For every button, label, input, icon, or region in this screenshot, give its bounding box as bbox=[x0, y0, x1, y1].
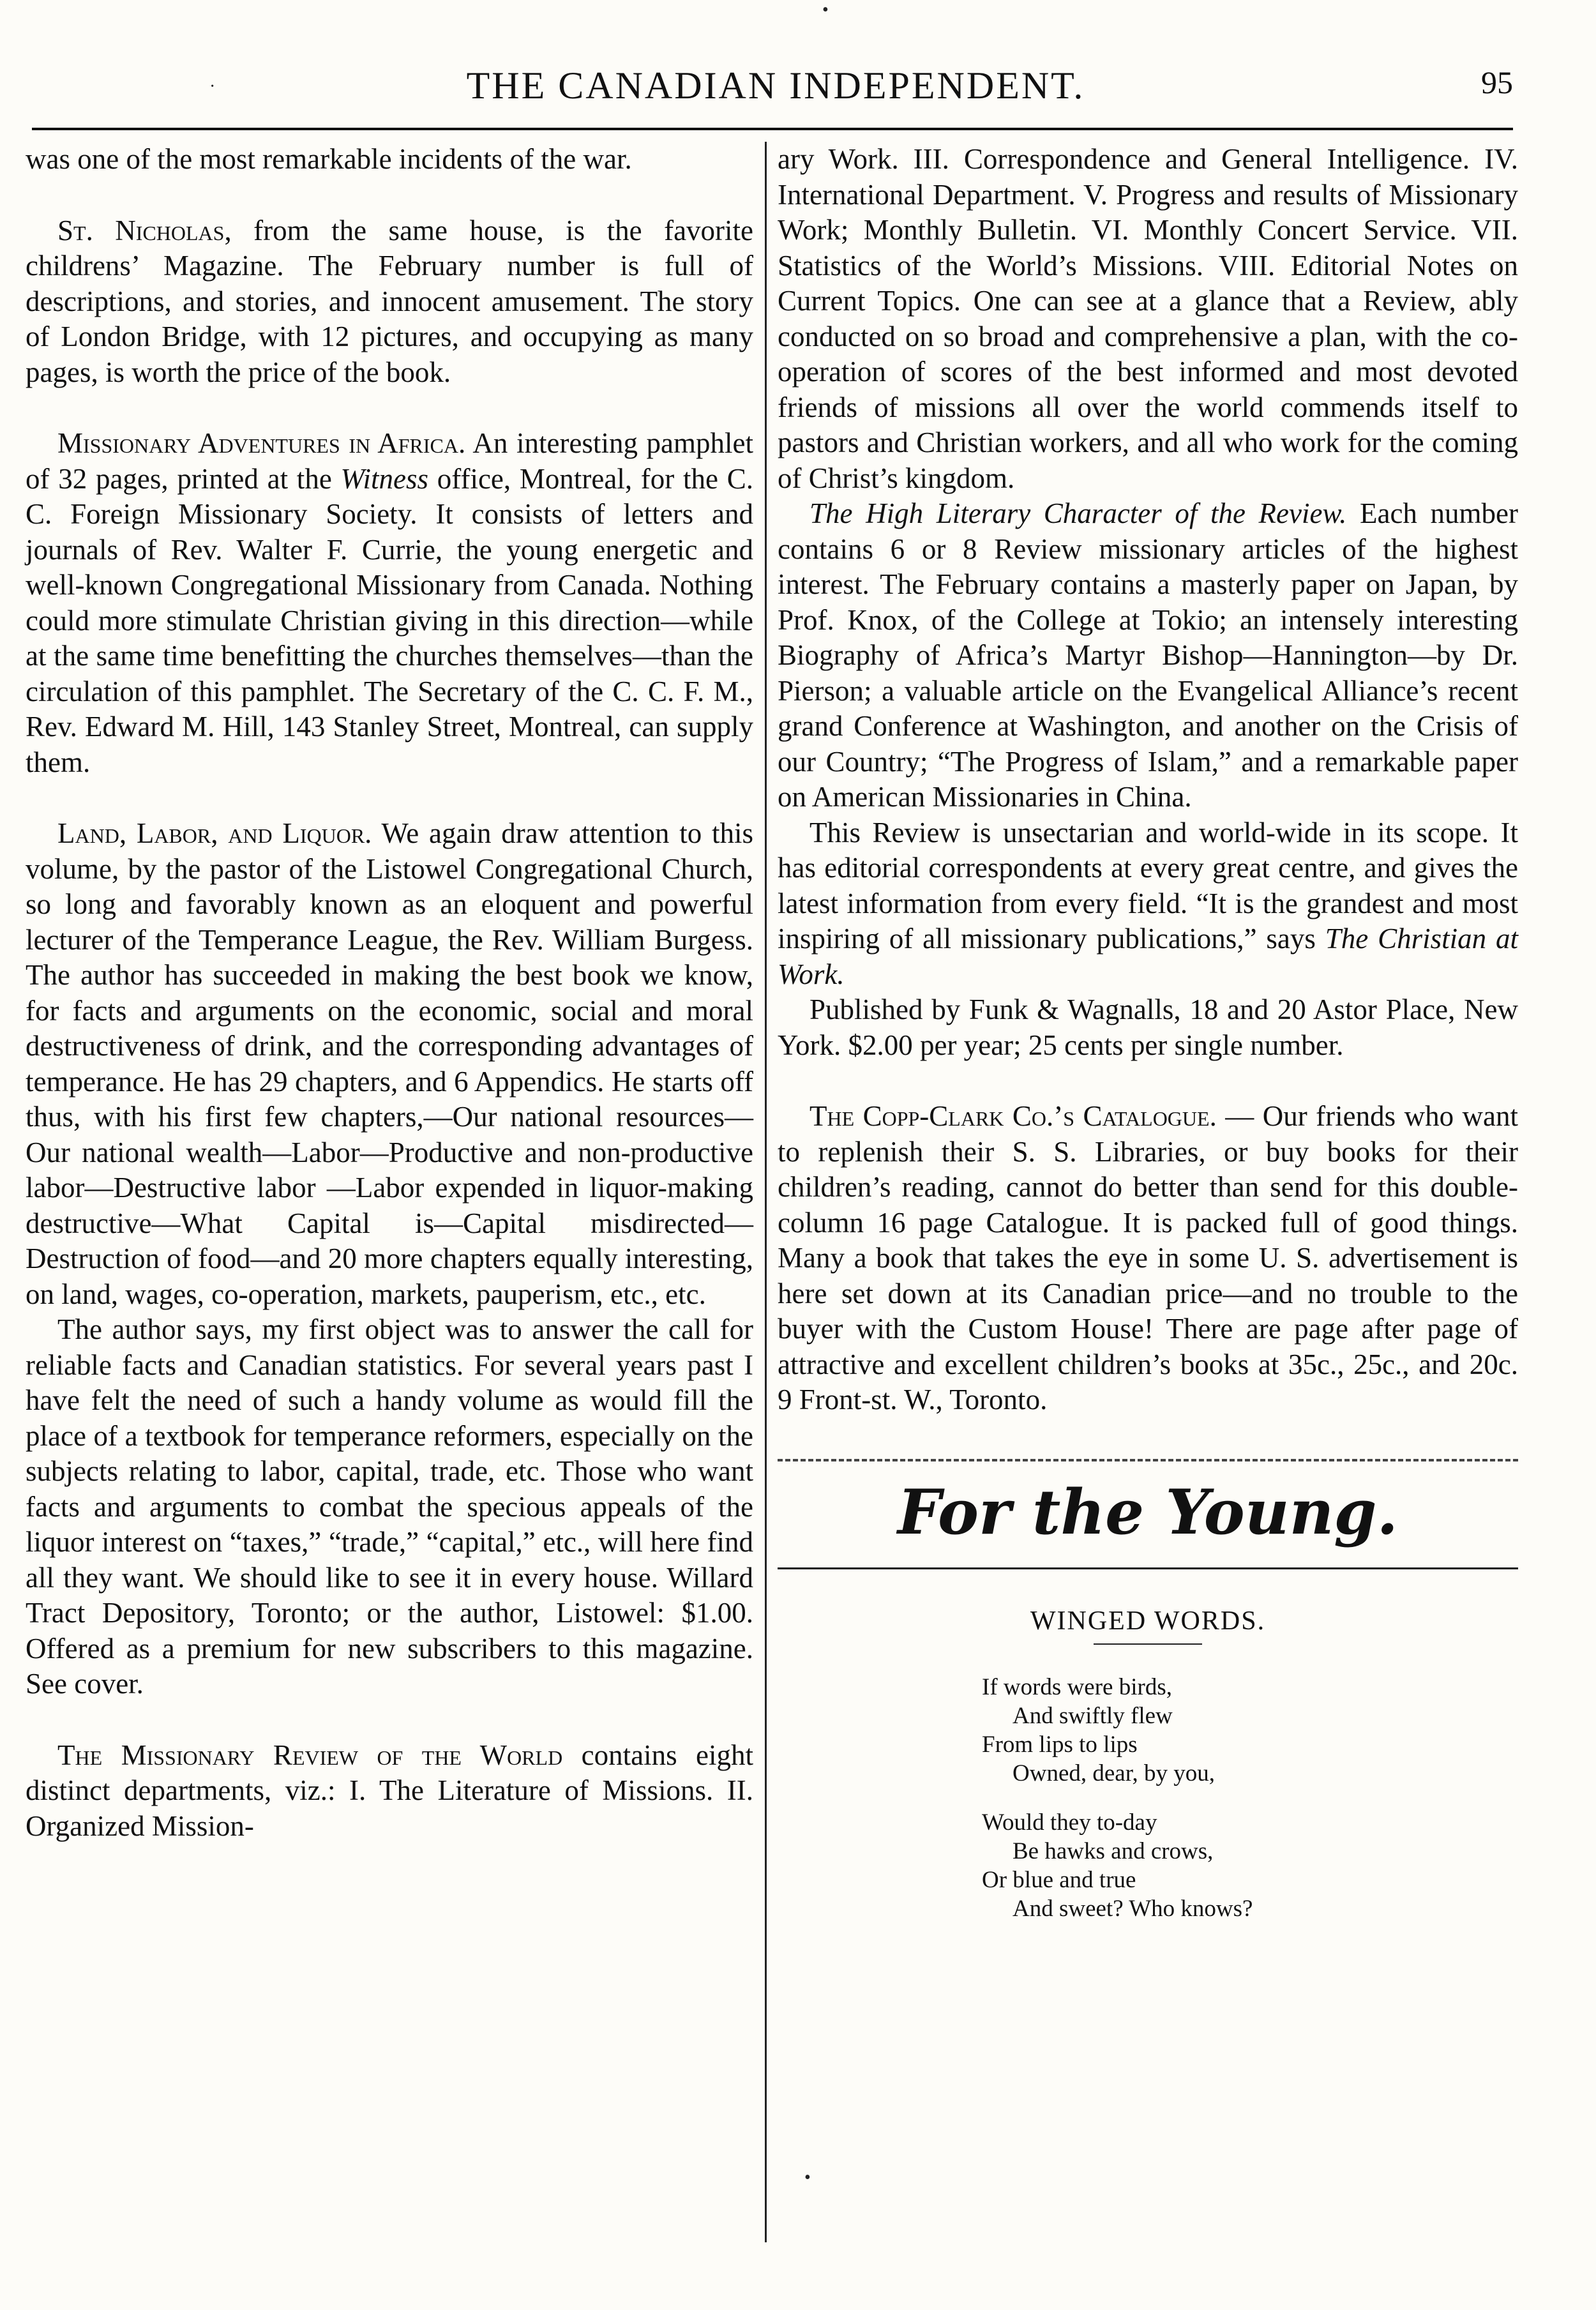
paragraph-body: This Review is unsectarian and world-wide in its scope. It has editorial correspondents at every great centre, and gives the latest information from every field. “It is the grandest and most inspiring of all missionary publications,” says bbox=[778, 816, 1518, 955]
poem-line: From lips to lips bbox=[982, 1731, 1138, 1758]
page-number: 95 bbox=[1481, 64, 1513, 100]
paragraph-st-nicholas bbox=[26, 213, 753, 391]
paragraph-literary-character bbox=[778, 496, 1518, 815]
left-column bbox=[26, 142, 753, 1844]
witness-title: Witness bbox=[340, 462, 429, 495]
paragraph-author-says: The author says, my first object was to answer the call for reliable facts and Canadian statistics. For several years past I have felt the need of such a handy volume as would fill the place of a textbook for temperance reformers, especially on the subjects relating to labor, capital, trade, etc. Those who want facts and arguments to combat the specious appeals of the liquor interest on “taxes,” “trade,” “capital,” etc., will here find all they want. We should like to see it in every house. Willard Tract Depository, Toronto; or the author, Listowel: $1.00. Offered as a premium for new subscribers to this magazine. See cover. bbox=[26, 1313, 753, 1700]
paragraph-unsectarian bbox=[778, 815, 1518, 993]
paragraph-publisher: Published by Funk & Wagnalls, 18 and 20 Astor Place, New York. $2.00 per year; 25 cents per single number. bbox=[778, 993, 1518, 1061]
ink-speck: • bbox=[822, 0, 829, 20]
italic-lead: The High Literary Character of the Review. bbox=[809, 497, 1347, 529]
paragraph-review-departments: ary Work. III. Correspondence and General Intelligence. IV. International Department. V. Progress and results of Missionary Work; Monthly Bulletin. VI. Monthly Concert Service. VII. Statistics of the World’s Missions. VIII. Editorial Notes on Current Topics. One can see at a glance that a Review, ably conducted on so broad and comprehensive a plan, with the co-operation of scores of the best informed and most devoted friends of missions all over the world commends itself to pastors and Christian workers, and all who work for the coming of Christ’s kingdom. bbox=[778, 143, 1518, 494]
paragraph-missionary-review bbox=[26, 1738, 753, 1845]
article-body: office, Montreal, for the C. C. Foreign Missionary Society. It consists of letters and journals of Rev. Walter F. Currie, the young energetic and well-known Congregational Missionary from Canada. Nothing could more stimulate Christian giving in this direction—while at the same time benefitting the churches themselves—than the circulation of this pamphlet. The Secretary of the C. C. F. M., Rev. Edward M. Hill, 143 Stanley Street, Montreal, can supply them. bbox=[26, 462, 753, 778]
article-heading: Missionary Adventures in Africa. bbox=[57, 427, 466, 459]
article-heading: The Copp-Clark Co.’s Catalogue. bbox=[809, 1100, 1217, 1132]
section-rule bbox=[778, 1567, 1518, 1569]
poem-stanza bbox=[982, 1808, 1518, 1923]
page-header bbox=[38, 64, 1513, 125]
poem bbox=[982, 1673, 1518, 1923]
publication-title: THE CANADIAN INDEPENDENT. bbox=[466, 64, 1085, 107]
poem-line: If words were birds, bbox=[982, 1673, 1172, 1700]
section-heading-for-the-young: For the Young. bbox=[898, 1476, 1398, 1548]
ink-speck: · bbox=[209, 77, 216, 96]
right-column bbox=[778, 142, 1518, 1923]
poem-line: Would they to-day bbox=[982, 1809, 1157, 1836]
poem-line: Owned, dear, by you, bbox=[1013, 1760, 1216, 1786]
article-heading: The Missionary Review of the World bbox=[57, 1739, 563, 1771]
section-divider bbox=[778, 1459, 1518, 1461]
article-body: from the same house, is the favorite childrens’ Magazine. The February number is full of descriptions, and stories, and innocent amusement. The story of London Bridge, with 12 pictures, and occupying as many pages, is worth the price of the book. bbox=[26, 214, 754, 388]
article-body: An interesting pamphlet of 32 pages, printed at the bbox=[26, 427, 754, 495]
article-body: — Our friends who want to replenish their S. S. Libraries, or buy books for their children’s reading, cannot do better than send for this double-column 16 page Catalogue. It is packed full of good things. Many a book that takes the eye in some U. S. advertisement is here set down at its Canadian price—and no trouble to the buyer with the Custom House! There are page after page of attractive and excellent children’s books at 35c., 25c., and 20c. 9 Front-st. W., Toronto. bbox=[778, 1100, 1518, 1415]
paragraph-land-labor-liquor bbox=[26, 816, 753, 1312]
column-divider bbox=[765, 142, 767, 2242]
article-heading: Land, Labor, and Liquor. bbox=[57, 817, 372, 849]
ink-speck: • bbox=[804, 2168, 811, 2187]
poem-line: Be hawks and crows, bbox=[1013, 1838, 1214, 1864]
paragraph-war-incident: was one of the most remarkable incidents of the war. bbox=[26, 143, 632, 175]
poem-line: And swiftly flew bbox=[1013, 1702, 1173, 1729]
paragraph-body: Each number contains 6 or 8 Review missionary articles of the highest interest. The February contains a masterly paper on Japan, by Prof. Knox, of the College at Tokio; an intensely interesting Biography of Africa’s Martyr Bishop—Hannington—by Dr. Pierson; a valuable article on the Evangelical Alliance’s recent grand Conference at Washington, and another on the Crisis of our Country; “The Progress of Islam,” and a remarkable paper on American Missionaries in China. bbox=[778, 497, 1518, 813]
article-body: We again draw attention to this volume, by the pastor of the Listowel Congregational Church, so long and favorably known as an eloquent and powerful lecturer of the Temperance League, the Rev. William Burgess. The author has succeeded in making the best book we know, for facts and arguments on the economic, social and moral destructiveness of drink, and the corresponding advantages of temperance. He has 29 chapters, and 6 Appendics. He starts off thus, with his first few chapters,—Our national resources—Our national wealth—Labor—Productive and non-productive labor—Destructive labor —Labor expended in liquor-making destructive—What Capital is—Capital misdirected—Destruction of food—and 20 more chapters equally interesting, on land, wages, co-operation, markets, pauperism, etc., etc. bbox=[26, 817, 753, 1310]
poem-stanza bbox=[982, 1673, 1518, 1788]
article-heading: St. Nicholas, bbox=[57, 214, 232, 246]
paragraph-missionary-adventures bbox=[26, 426, 753, 780]
article-body: contains eight distinct departments, viz.: I. The Literature of Missions. II. Organized Mission- bbox=[26, 1739, 753, 1842]
poem-line: Or blue and true bbox=[982, 1866, 1136, 1893]
christian-at-work-title: The Christian at Work. bbox=[778, 923, 1518, 990]
paragraph-copp-clark bbox=[778, 1099, 1518, 1418]
header-rule bbox=[32, 128, 1513, 130]
poem-title-rule bbox=[1094, 1643, 1202, 1645]
poem-line: And sweet? Who knows? bbox=[1013, 1895, 1253, 1922]
poem-title: WINGED WORDS. bbox=[1030, 1606, 1266, 1636]
